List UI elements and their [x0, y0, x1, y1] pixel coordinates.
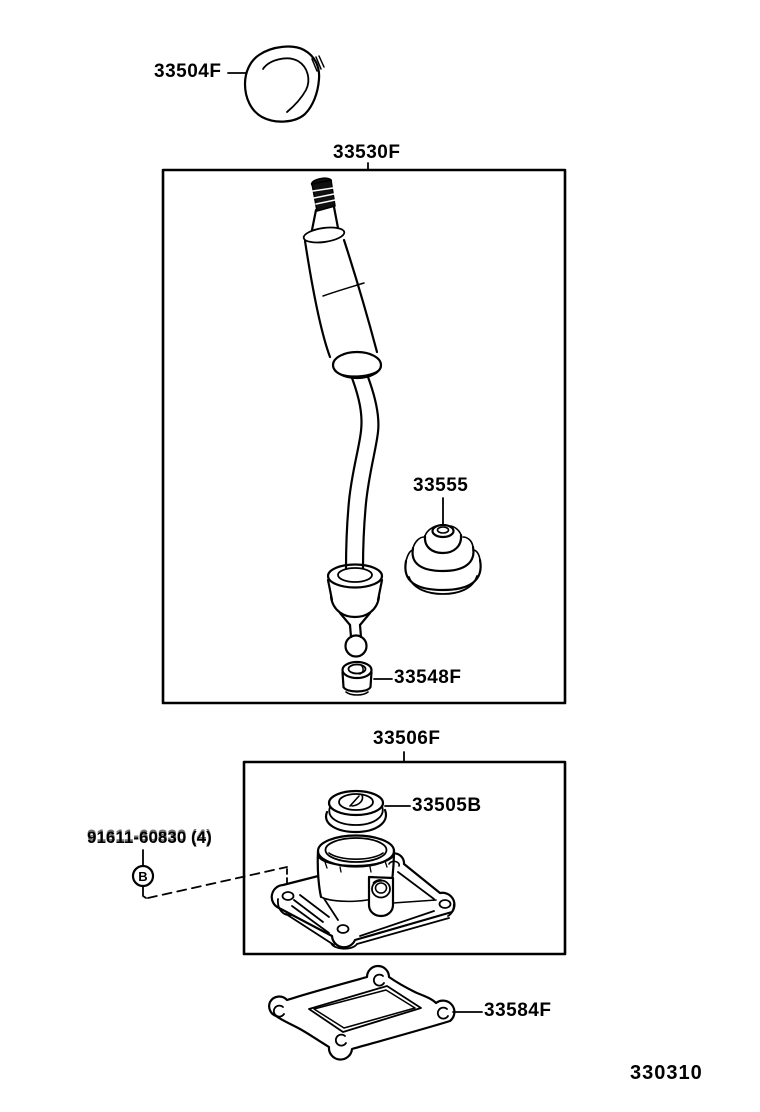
part-label-gasket: 33584F [484, 1000, 552, 1021]
part-label-retainer-bolt: 91611-60830 (4) [87, 828, 212, 847]
shift-lever-seal-drawing [326, 791, 410, 832]
lever-assembly-box [163, 163, 565, 703]
bolt-symbol-letter: B [138, 869, 148, 884]
gear-shift-lever-drawing [303, 177, 382, 657]
gasket-drawing [269, 966, 482, 1060]
bolt-symbol [133, 850, 287, 898]
bolt-dashed-leader [148, 867, 287, 898]
part-label-boot: 33555 [413, 475, 469, 496]
part-label-bushing: 33548F [394, 667, 462, 688]
retainer-assembly-box [244, 752, 565, 954]
part-label-shift-knob: 33504F [154, 61, 222, 82]
retainer-housing-drawing [272, 834, 455, 949]
figure-number: 330310 [630, 1062, 703, 1084]
part-label-retainer: 33506F [373, 728, 441, 749]
shift-lever-boot-drawing [405, 498, 480, 594]
part-label-seal: 33505B [412, 795, 482, 816]
shift-knob-drawing [228, 47, 324, 122]
shift-lever-bushing-drawing [343, 662, 393, 695]
part-label-lever-assembly: 33530F [333, 142, 401, 163]
